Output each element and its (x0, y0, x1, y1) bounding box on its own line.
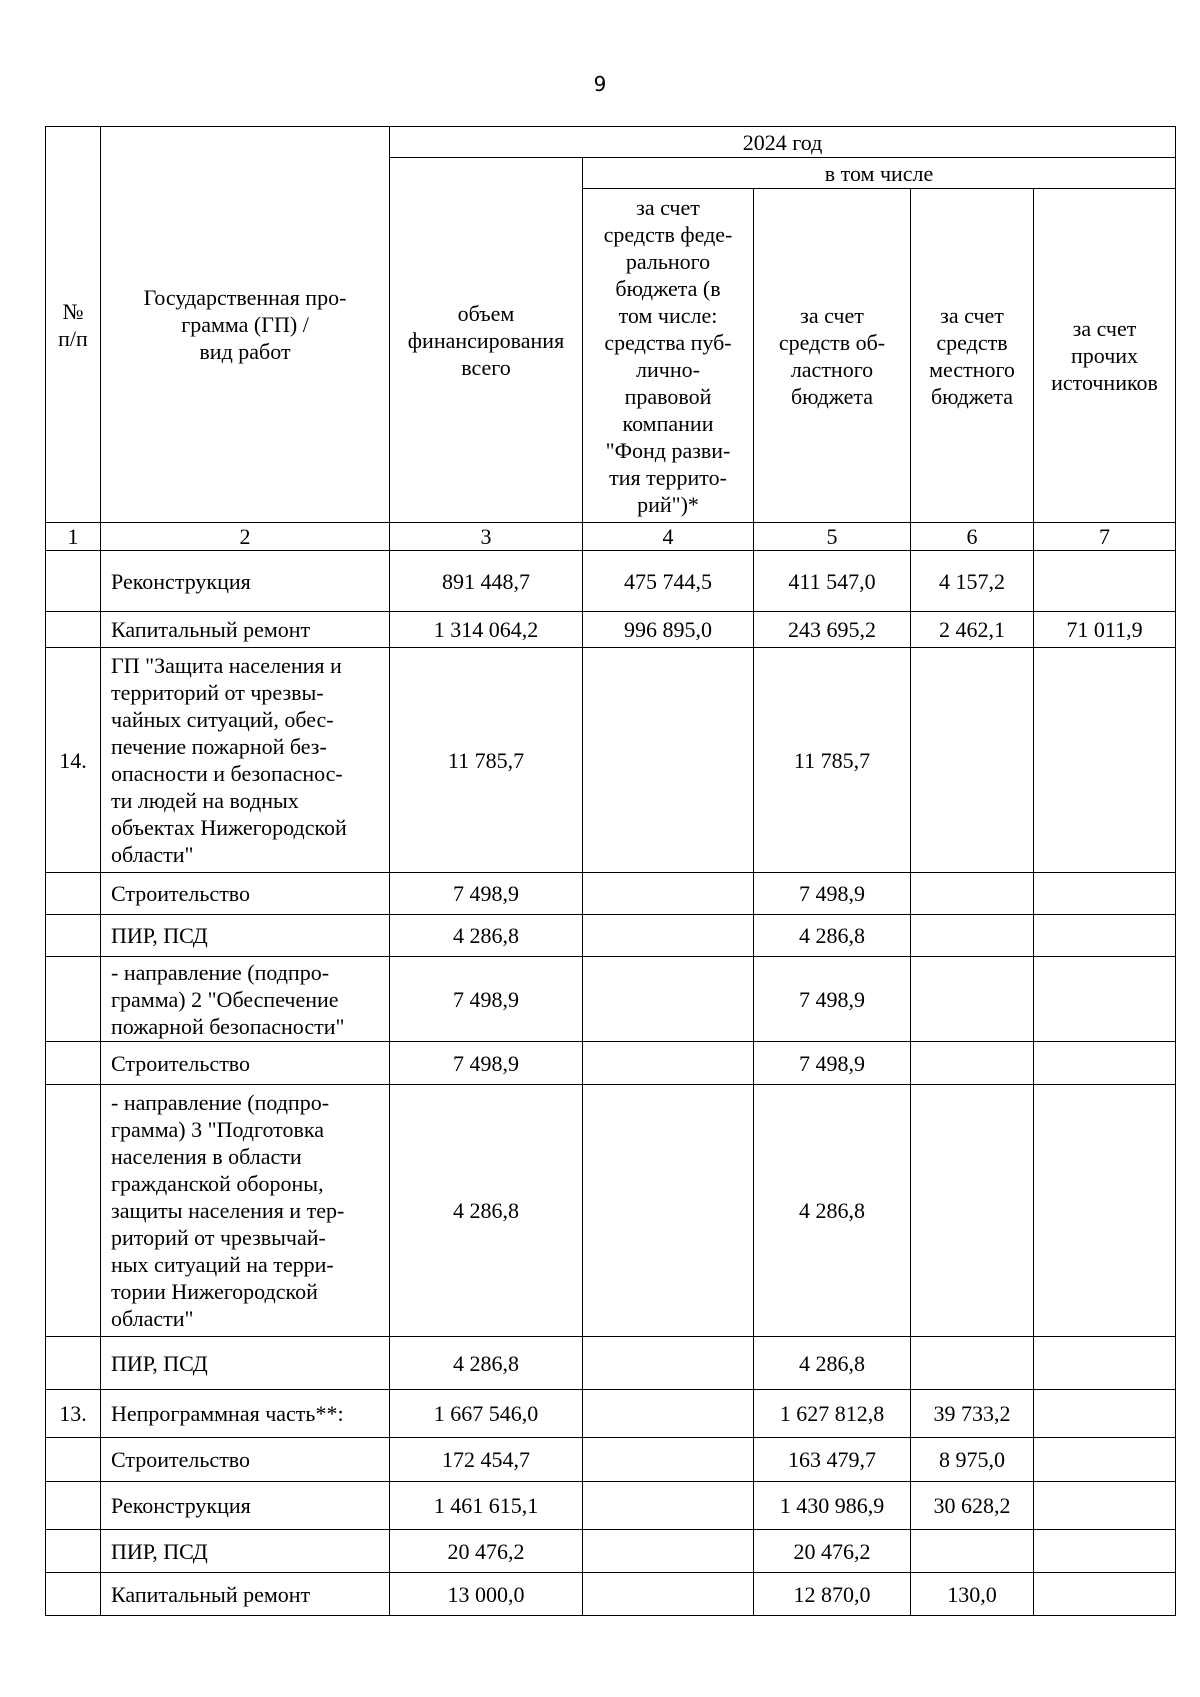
row-number (46, 1042, 101, 1085)
header-federal: за счет средств феде- рального бюджета (в том числе: средства пуб- лично- правовой компании "Фонд разви- тия террито- рий")* (583, 189, 754, 523)
row-name: ПИР, ПСД (101, 1530, 390, 1573)
row-other (1034, 1438, 1176, 1482)
row-total: 7 498,9 (390, 873, 583, 915)
row-total: 172 454,7 (390, 1438, 583, 1482)
header-including: в том числе (583, 158, 1176, 189)
row-number (46, 1438, 101, 1482)
row-name: - направление (подпро- грамма) 3 "Подготовка населения в области гражданской обороны, защиты населения и тер- риторий от чрезвычай- ных ситуаций на терри- тории Нижегородской области" (101, 1085, 390, 1337)
row-other (1034, 873, 1176, 915)
budget-table (45, 126, 1176, 1616)
row-other (1034, 915, 1176, 957)
row-name: ПИР, ПСД (101, 1337, 390, 1390)
row-federal (583, 1530, 754, 1573)
table-row (46, 1438, 1176, 1482)
header-local: за счет средств местного бюджета (911, 189, 1034, 523)
row-local (911, 1085, 1034, 1337)
row-total: 4 286,8 (390, 915, 583, 957)
row-regional: 11 785,7 (754, 648, 911, 873)
row-name: Строительство (101, 1042, 390, 1085)
row-name: Непрограммная часть**: (101, 1390, 390, 1438)
row-local (911, 1042, 1034, 1085)
row-number (46, 1085, 101, 1337)
row-regional: 4 286,8 (754, 915, 911, 957)
table-row (46, 1530, 1176, 1573)
row-total: 4 286,8 (390, 1337, 583, 1390)
row-local (911, 1337, 1034, 1390)
row-other: 71 011,9 (1034, 612, 1176, 648)
row-total: 13 000,0 (390, 1573, 583, 1616)
row-local: 130,0 (911, 1573, 1034, 1616)
row-other (1034, 1337, 1176, 1390)
header-total: объем финансирования всего (390, 158, 583, 523)
row-federal (583, 957, 754, 1042)
row-local (911, 648, 1034, 873)
row-total: 1 314 064,2 (390, 612, 583, 648)
row-other (1034, 957, 1176, 1042)
table-row (46, 1042, 1176, 1085)
row-name: ГП "Защита населения и территорий от чрезвы- чайных ситуаций, обес- печение пожарной без- опасности и безопаснос- ти людей на водных объектах Нижегородской области" (101, 648, 390, 873)
row-local: 8 975,0 (911, 1438, 1034, 1482)
table-row (46, 957, 1176, 1042)
row-total: 891 448,7 (390, 551, 583, 612)
row-regional: 20 476,2 (754, 1530, 911, 1573)
row-name: Строительство (101, 873, 390, 915)
table-row (46, 1390, 1176, 1438)
column-number: 4 (583, 523, 754, 551)
row-regional: 7 498,9 (754, 1042, 911, 1085)
row-regional: 7 498,9 (754, 957, 911, 1042)
page-number: 9 (593, 72, 607, 96)
row-federal (583, 1573, 754, 1616)
row-local (911, 915, 1034, 957)
header-regional: за счет средств об- ластного бюджета (754, 189, 911, 523)
table-row (46, 1085, 1176, 1337)
row-name: Реконструкция (101, 551, 390, 612)
row-number (46, 1482, 101, 1530)
row-number (46, 1337, 101, 1390)
row-federal (583, 873, 754, 915)
row-regional: 7 498,9 (754, 873, 911, 915)
row-number (46, 957, 101, 1042)
row-number (46, 551, 101, 612)
row-regional: 1 627 812,8 (754, 1390, 911, 1438)
row-federal (583, 1085, 754, 1337)
row-regional: 12 870,0 (754, 1573, 911, 1616)
table-row (46, 1482, 1176, 1530)
row-name: - направление (подпро- грамма) 2 "Обеспечение пожарной безопасности" (101, 957, 390, 1042)
row-name: Строительство (101, 1438, 390, 1482)
table-row (46, 648, 1176, 873)
column-number: 5 (754, 523, 911, 551)
row-federal (583, 1482, 754, 1530)
row-total: 11 785,7 (390, 648, 583, 873)
column-number: 6 (911, 523, 1034, 551)
column-number-row (46, 523, 1176, 551)
row-number: 13. (46, 1390, 101, 1438)
row-other (1034, 551, 1176, 612)
row-name: Капитальный ремонт (101, 1573, 390, 1616)
column-number: 7 (1034, 523, 1176, 551)
row-total: 20 476,2 (390, 1530, 583, 1573)
table-row (46, 915, 1176, 957)
row-number: 14. (46, 648, 101, 873)
row-regional: 243 695,2 (754, 612, 911, 648)
row-federal (583, 648, 754, 873)
row-total: 4 286,8 (390, 1085, 583, 1337)
table-row (46, 1573, 1176, 1616)
table-body (46, 551, 1176, 1616)
header-other: за счет прочих источников (1034, 189, 1176, 523)
row-other (1034, 1085, 1176, 1337)
row-name: Капитальный ремонт (101, 612, 390, 648)
table-row (46, 551, 1176, 612)
row-name: ПИР, ПСД (101, 915, 390, 957)
row-local (911, 957, 1034, 1042)
row-local: 2 462,1 (911, 612, 1034, 648)
column-number: 3 (390, 523, 583, 551)
row-other (1034, 1042, 1176, 1085)
row-number (46, 612, 101, 648)
row-federal: 475 744,5 (583, 551, 754, 612)
header-num: № п/п (46, 127, 101, 523)
row-local: 4 157,2 (911, 551, 1034, 612)
row-regional: 411 547,0 (754, 551, 911, 612)
header-program: Государственная про- грамма (ГП) / вид работ (101, 127, 390, 523)
row-federal (583, 1337, 754, 1390)
row-local: 30 628,2 (911, 1482, 1034, 1530)
row-federal (583, 1390, 754, 1438)
row-federal (583, 1042, 754, 1085)
row-regional: 4 286,8 (754, 1085, 911, 1337)
column-number: 1 (46, 523, 101, 551)
row-regional: 4 286,8 (754, 1337, 911, 1390)
row-local (911, 1530, 1034, 1573)
row-number (46, 873, 101, 915)
row-other (1034, 1390, 1176, 1438)
row-regional: 1 430 986,9 (754, 1482, 911, 1530)
row-total: 1 667 546,0 (390, 1390, 583, 1438)
row-federal (583, 915, 754, 957)
column-number: 2 (101, 523, 390, 551)
row-federal: 996 895,0 (583, 612, 754, 648)
row-total: 1 461 615,1 (390, 1482, 583, 1530)
row-regional: 163 479,7 (754, 1438, 911, 1482)
row-total: 7 498,9 (390, 957, 583, 1042)
row-name: Реконструкция (101, 1482, 390, 1530)
row-local (911, 873, 1034, 915)
row-number (46, 1530, 101, 1573)
row-other (1034, 1482, 1176, 1530)
table-row (46, 612, 1176, 648)
row-number (46, 915, 101, 957)
table-row (46, 1337, 1176, 1390)
table-header (46, 127, 1176, 551)
row-number (46, 1573, 101, 1616)
row-local: 39 733,2 (911, 1390, 1034, 1438)
row-total: 7 498,9 (390, 1042, 583, 1085)
header-year: 2024 год (390, 127, 1176, 158)
row-other (1034, 648, 1176, 873)
row-federal (583, 1438, 754, 1482)
row-other (1034, 1530, 1176, 1573)
table-row (46, 873, 1176, 915)
row-other (1034, 1573, 1176, 1616)
